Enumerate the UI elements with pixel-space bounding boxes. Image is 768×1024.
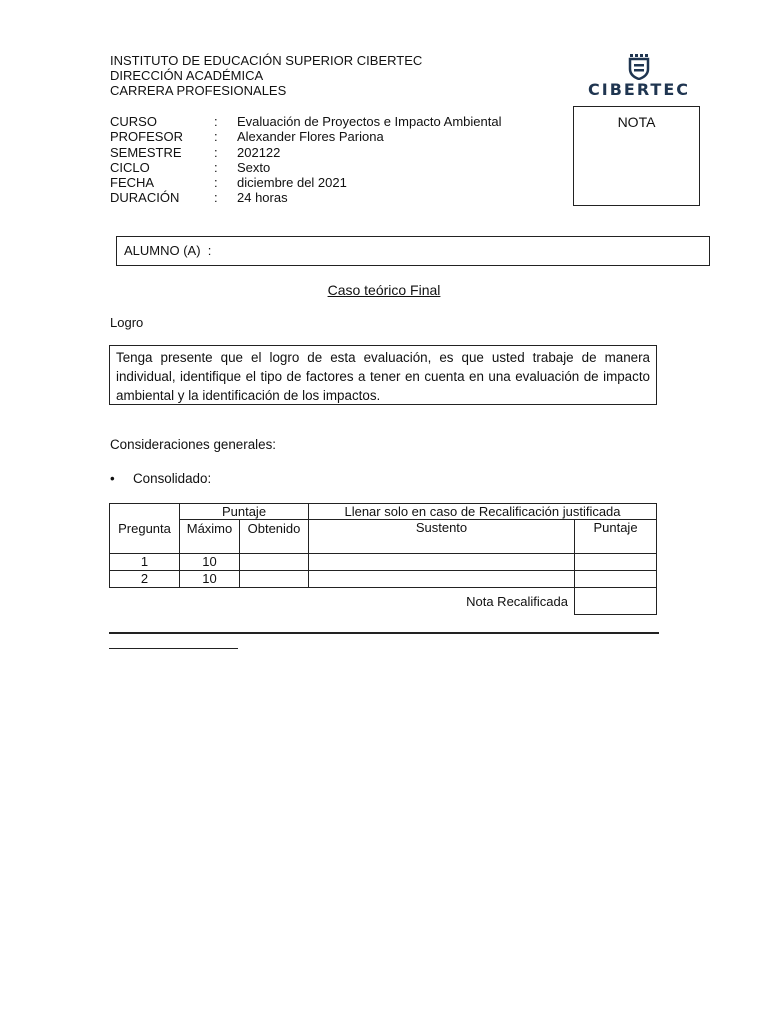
info-colon: : [214, 129, 218, 145]
table-footer-row [110, 588, 657, 615]
header-obtenido: Obtenido [240, 520, 309, 554]
info-row-fecha [110, 175, 501, 190]
career-name: CARRERA PROFESIONALES [110, 83, 287, 98]
row-sustento-cell[interactable] [309, 571, 575, 588]
row-obtenido-cell[interactable] [240, 554, 309, 571]
table-header-row [110, 504, 657, 520]
list-item [110, 471, 211, 486]
grades-table [109, 503, 657, 615]
info-key: CICLO [110, 159, 150, 175]
info-row-profesor [110, 129, 501, 144]
header-puntaje: Puntaje [180, 504, 309, 520]
grade-box[interactable] [573, 106, 700, 206]
cibertec-shield-icon [627, 54, 651, 80]
nota-recalificada-cell[interactable] [575, 588, 657, 615]
row-pregunta: 1 [110, 554, 180, 571]
info-key: DURACIÓN [110, 190, 180, 206]
header-pregunta: Pregunta [110, 504, 180, 554]
info-key: SEMESTRE [110, 144, 182, 160]
info-value: 24 horas [237, 190, 288, 206]
row-maximo: 10 [180, 554, 240, 571]
divider [109, 632, 659, 634]
logo-text: CIBERTEC [588, 80, 691, 99]
info-key: PROFESOR [110, 129, 183, 145]
info-colon: : [214, 175, 218, 191]
header-maximo: Máximo [180, 520, 240, 554]
header-recalificacion: Llenar solo en caso de Recalificación justificada [309, 504, 657, 520]
footnote-divider [109, 648, 238, 649]
table-row [110, 554, 657, 571]
info-row-ciclo [110, 160, 501, 175]
page-title-text: Caso teórico Final [327, 282, 441, 298]
info-value: diciembre del 2021 [237, 175, 347, 191]
info-row-duracion [110, 190, 501, 205]
row-pregunta: 2 [110, 571, 180, 588]
info-value: Evaluación de Proyectos e Impacto Ambiental [237, 114, 502, 129]
table-row [110, 571, 657, 588]
nota-recalificada-label: Nota Recalificada [309, 588, 575, 615]
student-label: ALUMNO (A) : [124, 243, 212, 258]
cibertec-logo [588, 54, 690, 100]
info-key: FECHA [110, 175, 155, 191]
info-row-semestre [110, 145, 501, 160]
info-colon: : [214, 114, 218, 129]
row-obtenido-cell[interactable] [240, 571, 309, 588]
logro-heading: Logro [110, 315, 144, 330]
row-sustento-cell[interactable] [309, 554, 575, 571]
info-value: Alexander Flores Pariona [237, 129, 384, 145]
table-subheader-row [110, 520, 657, 554]
academic-direction: DIRECCIÓN ACADÉMICA [110, 68, 264, 83]
institute-name: INSTITUTO DE EDUCACIÓN SUPERIOR CIBERTEC [110, 53, 423, 68]
info-key: CURSO [110, 114, 157, 129]
logro-text: Tenga presente que el logro de esta evaluación, es que usted trabaje de manera individual, identifique el tipo de factores a tener en cuenta en una evaluación de impacto ambiental y la identificación de los impactos. [109, 345, 657, 405]
student-name-field[interactable] [116, 236, 710, 266]
info-colon: : [214, 144, 218, 160]
info-colon: : [214, 159, 218, 175]
header-sustento: Sustento [309, 520, 575, 554]
row-maximo: 10 [180, 571, 240, 588]
row-puntaje-cell[interactable] [575, 571, 657, 588]
page-title [0, 282, 768, 298]
course-info [110, 114, 501, 206]
list-item-text: Consolidado: [133, 471, 212, 486]
header-puntaje-recal: Puntaje [575, 520, 657, 554]
info-row-curso [110, 114, 501, 129]
info-value: 202122 [237, 144, 281, 160]
bullet-icon: • [110, 471, 115, 486]
grade-label: NOTA [617, 114, 656, 130]
row-puntaje-cell[interactable] [575, 554, 657, 571]
info-value: Sexto [237, 159, 271, 175]
considerations-heading: Consideraciones generales: [110, 437, 276, 452]
info-colon: : [214, 190, 218, 206]
